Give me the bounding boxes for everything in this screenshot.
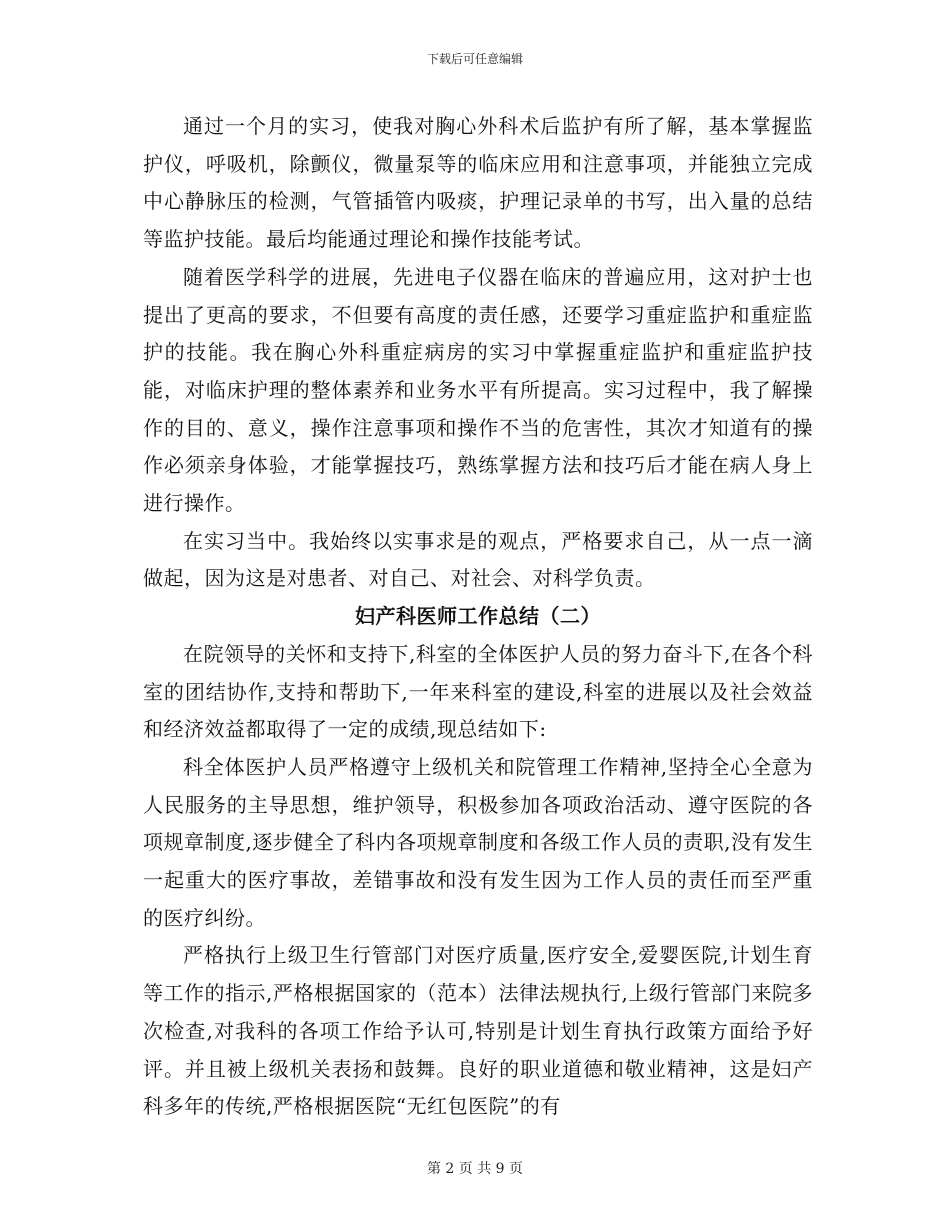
body-paragraph-4: 在院领导的关怀和支持下,科室的全体医护人员的努力奋斗下,在各个科室的团结协作,支持和帮助下,一年来科室的建设,科室的进展以及社会效益和经济效益都取得了一定的成绩,现总结如下: xyxy=(143,641,813,742)
section-title: 妇产科医师工作总结（二） xyxy=(355,604,601,629)
body-paragraph-5: 科全体医护人员严格遵守上级机关和院管理工作精神,坚持全心全意为人民服务的主导思想，维护领导，积极参加各项政治活动、遵守医院的各项规章制度,逐步健全了科内各项规章制度和各级工作人员的责职,没有发生一起重大的医疗事故，差错事故和没有发生因为工作人员的责任而至严重的医疗纠纷。 xyxy=(143,754,813,930)
body-paragraph-6: 严格执行上级卫生行管部门对医疗质量,医疗安全,爱婴医院,计划生育等工作的指示,严格根据国家的（范本）法律法规执行,上级行管部门来院多次检查,对我科的各项工作给予认可,特别是计划生育执行政策方面给予好评。并且被上级机关表扬和鼓舞。良好的职业道德和敬业精神，这是妇产科多年的传统,严格根据医院“无红包医院”的有 xyxy=(143,943,813,1119)
body-paragraph-2: 随着医学科学的进展，先进电子仪器在临床的普遍应用，这对护士也提出了更高的要求，不但要有高度的责任感，还要学习重症监护和重症监护的技能。我在胸心外科重症病房的实习中掌握重症监护和重症监护技能，对临床护理的整体素养和业务水平有所提高。实习过程中，我了解操作的目的、意义，操作注意事项和操作不当的危害性，其次才知道有的操作必须亲身体验，才能掌握技巧，熟练掌握方法和技巧后才能在病人身上进行操作。 xyxy=(143,264,813,516)
page-header-note: 下载后可任意编辑 xyxy=(426,52,523,66)
body-paragraph-3: 在实习当中。我始终以实事求是的观点，严格要求自己，从一点一滴做起，因为这是对患者、对自己、对社会、对科学负责。 xyxy=(143,528,813,591)
page-footer-number: 第 2 页 共 9 页 xyxy=(426,1161,524,1177)
document-body xyxy=(143,108,813,1126)
body-paragraph-1: 通过一个月的实习，使我对胸心外科术后监护有所了解，基本掌握监护仪，呼吸机，除颤仪，微量泵等的临床应用和注意事项，并能独立完成中心静脉压的检测，气管插管内吸痰，护理记录单的书写，出入量的总结等监护技能。最后均能通过理论和操作技能考试。 xyxy=(143,114,813,252)
